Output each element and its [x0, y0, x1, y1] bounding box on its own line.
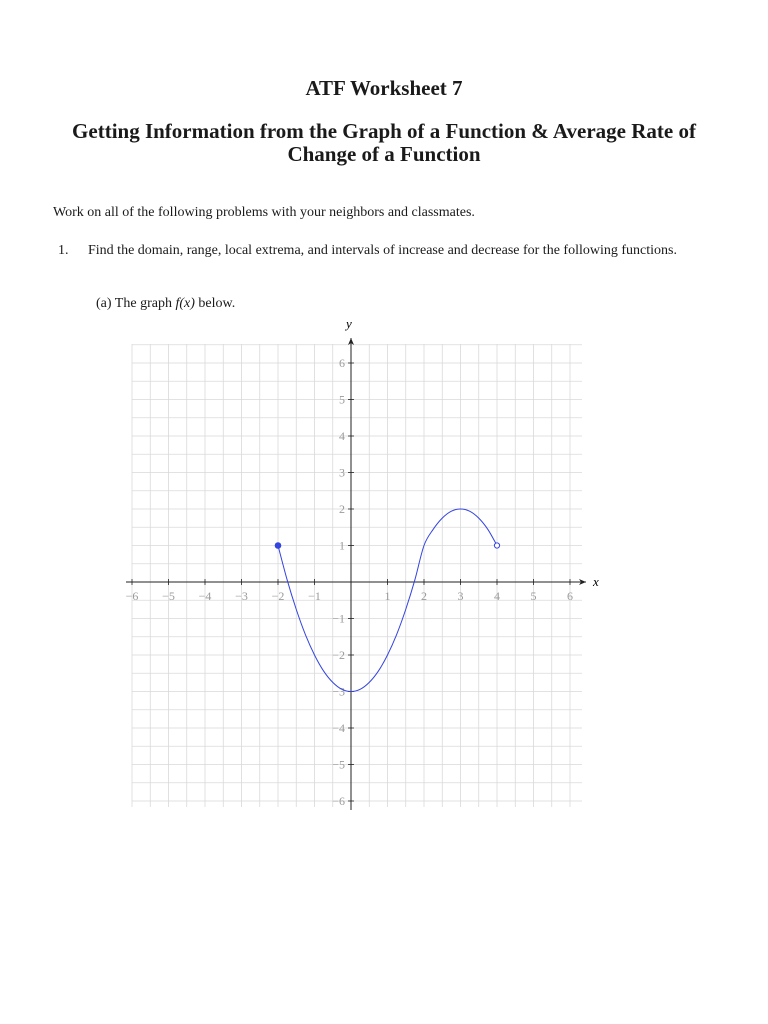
- worksheet-title: ATF Worksheet 7: [305, 76, 463, 100]
- part-a: [96, 296, 235, 312]
- x-tick-label: −1: [308, 589, 321, 603]
- axes: [126, 338, 586, 810]
- x-tick-label: 6: [567, 589, 573, 603]
- x-axis-label: x: [593, 574, 599, 589]
- grid: [132, 344, 582, 807]
- part-label: (a): [96, 296, 112, 311]
- y-tick-label: 3: [339, 465, 345, 480]
- part-text-before: The graph: [114, 296, 172, 311]
- x-tick-label: 3: [457, 589, 464, 603]
- open-endpoint: [494, 543, 499, 548]
- x-tick-label: −5: [162, 589, 175, 603]
- y-tick-label: 1: [339, 538, 345, 553]
- y-tick-label: −4: [332, 721, 345, 735]
- problem-number: 1.: [58, 243, 69, 258]
- worksheet-subtitle: Getting Information from the Graph of a Function & Average Rate of Change of a Function: [72, 119, 696, 166]
- y-tick-label: 4: [339, 429, 345, 443]
- intro-text: Work on all of the following problems with your neighbors and classmates.: [53, 205, 475, 220]
- x-tick-label: −2: [271, 589, 285, 603]
- y-tick-label: −5: [332, 757, 345, 772]
- x-tick-label: −4: [198, 589, 212, 603]
- problem-1: [58, 241, 715, 260]
- y-tick-label: 2: [339, 502, 345, 516]
- function-name: f(x): [175, 296, 195, 311]
- x-tick-label: −3: [235, 589, 248, 603]
- y-axis-label: y: [346, 316, 352, 331]
- y-tick-label: −6: [332, 794, 345, 808]
- y-tick-label: −2: [332, 648, 345, 662]
- function-graph: [110, 312, 610, 812]
- closed-endpoint: [275, 543, 281, 549]
- x-tick-label: −6: [125, 589, 139, 603]
- y-tick-label: −1: [332, 611, 345, 626]
- x-tick-label: 1: [384, 589, 391, 603]
- problem-text: Find the domain, range, local extrema, and intervals of increase and decrease for the following functions.: [88, 243, 677, 258]
- x-tick-label: 2: [421, 589, 427, 603]
- part-text-after: below.: [198, 296, 236, 311]
- y-tick-label: 6: [339, 356, 345, 370]
- x-tick-label: 4: [494, 589, 500, 603]
- y-tick-label: 5: [339, 392, 345, 407]
- x-tick-label: 5: [530, 589, 537, 603]
- y-tick-label: −3: [332, 684, 345, 699]
